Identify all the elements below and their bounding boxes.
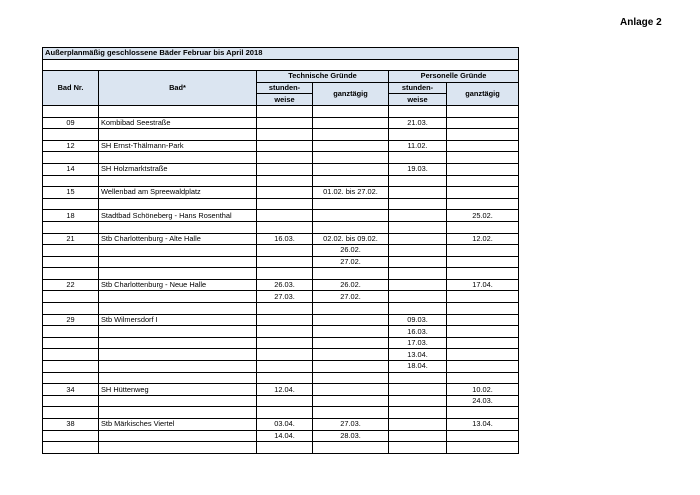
cell-bad-nr	[43, 430, 99, 442]
cell-bad-name: Stb Märkisches Viertel	[99, 419, 257, 431]
cell-tech-ganztaegig	[313, 395, 389, 407]
table-row	[43, 279, 519, 291]
cell-bad-nr	[43, 337, 99, 349]
cell-pers-stundenweise	[389, 279, 447, 291]
cell-bad-nr: 38	[43, 419, 99, 431]
cell-bad-name: Stb Wilmersdorf I	[99, 314, 257, 326]
cell-bad-name: Wellenbad am Spreewaldplatz	[99, 187, 257, 199]
closure-table	[42, 47, 519, 454]
table-row	[43, 256, 519, 268]
cell-bad-name	[99, 430, 257, 442]
cell-bad-nr	[43, 245, 99, 257]
cell-pers-ganztaegig	[447, 245, 519, 257]
cell-pers-ganztaegig: 24.03.	[447, 395, 519, 407]
separator-row	[43, 175, 519, 187]
cell-pers-stundenweise	[389, 187, 447, 199]
cell-tech-ganztaegig	[313, 361, 389, 373]
table-row	[43, 210, 519, 222]
cell-tech-stundenweise	[257, 395, 313, 407]
cell-bad-nr: 14	[43, 163, 99, 175]
cell-pers-stundenweise: 09.03.	[389, 314, 447, 326]
cell-tech-ganztaegig: 26.02.	[313, 245, 389, 257]
cell-bad-nr	[43, 395, 99, 407]
cell-tech-ganztaegig	[313, 384, 389, 396]
cell-tech-stundenweise: 12.04.	[257, 384, 313, 396]
cell-bad-name	[99, 361, 257, 373]
cell-bad-nr: 09	[43, 117, 99, 129]
separator-row	[43, 442, 519, 454]
header-pers-stunden: stunden-	[389, 82, 447, 94]
cell-pers-ganztaegig	[447, 361, 519, 373]
cell-pers-ganztaegig	[447, 187, 519, 199]
cell-bad-nr	[43, 291, 99, 303]
cell-pers-ganztaegig	[447, 337, 519, 349]
header-technische-gruende: Technische Gründe	[257, 71, 389, 83]
cell-pers-ganztaegig	[447, 117, 519, 129]
separator-row	[43, 268, 519, 280]
separator-row	[43, 198, 519, 210]
header-pers-weise: weise	[389, 94, 447, 106]
cell-pers-ganztaegig	[447, 163, 519, 175]
cell-bad-name	[99, 337, 257, 349]
header-personelle-gruende: Personelle Gründe	[389, 71, 519, 83]
cell-pers-ganztaegig	[447, 430, 519, 442]
cell-tech-stundenweise	[257, 326, 313, 338]
table-row	[43, 395, 519, 407]
cell-pers-ganztaegig	[447, 291, 519, 303]
cell-tech-stundenweise	[257, 163, 313, 175]
cell-tech-stundenweise: 16.03.	[257, 233, 313, 245]
cell-bad-name: Stb Charlottenburg - Alte Halle	[99, 233, 257, 245]
cell-pers-stundenweise	[389, 291, 447, 303]
cell-pers-ganztaegig: 12.02.	[447, 233, 519, 245]
cell-bad-name	[99, 326, 257, 338]
cell-bad-name: Kombibad Seestraße	[99, 117, 257, 129]
cell-pers-stundenweise	[389, 384, 447, 396]
cell-pers-ganztaegig	[447, 140, 519, 152]
cell-bad-name	[99, 256, 257, 268]
cell-tech-stundenweise: 14.04.	[257, 430, 313, 442]
cell-tech-stundenweise	[257, 256, 313, 268]
table-row	[43, 140, 519, 152]
header-tech-weise: weise	[257, 94, 313, 106]
cell-tech-ganztaegig	[313, 326, 389, 338]
cell-bad-name	[99, 395, 257, 407]
table-title-row	[43, 48, 519, 60]
separator-row	[43, 221, 519, 233]
header-bad-nr: Bad Nr.	[43, 71, 99, 106]
cell-pers-ganztaegig	[447, 256, 519, 268]
cell-tech-ganztaegig	[313, 140, 389, 152]
cell-pers-stundenweise: 11.02.	[389, 140, 447, 152]
cell-tech-stundenweise	[257, 314, 313, 326]
cell-bad-nr	[43, 349, 99, 361]
cell-tech-stundenweise	[257, 210, 313, 222]
cell-bad-nr	[43, 256, 99, 268]
cell-tech-stundenweise	[257, 337, 313, 349]
table-row	[43, 314, 519, 326]
cell-pers-stundenweise	[389, 245, 447, 257]
table-row	[43, 384, 519, 396]
cell-bad-nr	[43, 326, 99, 338]
cell-pers-stundenweise: 13.04.	[389, 349, 447, 361]
cell-tech-ganztaegig: 27.02.	[313, 256, 389, 268]
spacer-row	[43, 59, 519, 71]
cell-pers-stundenweise: 19.03.	[389, 163, 447, 175]
table-row	[43, 245, 519, 257]
cell-pers-stundenweise	[389, 395, 447, 407]
cell-bad-nr: 34	[43, 384, 99, 396]
cell-bad-name	[99, 245, 257, 257]
cell-pers-stundenweise: 17.03.	[389, 337, 447, 349]
table-row	[43, 430, 519, 442]
cell-pers-stundenweise	[389, 256, 447, 268]
cell-pers-stundenweise	[389, 233, 447, 245]
cell-tech-ganztaegig: 02.02. bis 09.02.	[313, 233, 389, 245]
cell-pers-stundenweise	[389, 210, 447, 222]
table-row	[43, 233, 519, 245]
cell-bad-name: SH Holzmarktstraße	[99, 163, 257, 175]
cell-tech-ganztaegig	[313, 117, 389, 129]
separator-row	[43, 372, 519, 384]
cell-bad-name: Stadtbad Schöneberg - Hans Rosenthal	[99, 210, 257, 222]
cell-pers-stundenweise: 21.03.	[389, 117, 447, 129]
header-tech-stunden: stunden-	[257, 82, 313, 94]
cell-bad-nr: 21	[43, 233, 99, 245]
table-title: Außerplanmäßig geschlossene Bäder Februar bis April 2018	[43, 48, 519, 60]
header-pers-ganztaegig: ganztägig	[447, 82, 519, 105]
cell-pers-ganztaegig	[447, 349, 519, 361]
cell-pers-ganztaegig: 13.04.	[447, 419, 519, 431]
cell-pers-ganztaegig	[447, 314, 519, 326]
cell-pers-ganztaegig: 17.04.	[447, 279, 519, 291]
table-row	[43, 117, 519, 129]
table-row	[43, 326, 519, 338]
cell-bad-name: SH Ernst-Thälmann-Park	[99, 140, 257, 152]
table-row	[43, 361, 519, 373]
cell-pers-stundenweise	[389, 419, 447, 431]
cell-pers-ganztaegig: 25.02.	[447, 210, 519, 222]
cell-tech-ganztaegig: 27.03.	[313, 419, 389, 431]
table-row	[43, 419, 519, 431]
cell-tech-ganztaegig: 28.03.	[313, 430, 389, 442]
cell-tech-stundenweise	[257, 245, 313, 257]
cell-tech-stundenweise: 26.03.	[257, 279, 313, 291]
cell-tech-stundenweise	[257, 361, 313, 373]
header-row-1	[43, 71, 519, 83]
table-row	[43, 337, 519, 349]
header-tech-ganztaegig: ganztägig	[313, 82, 389, 105]
cell-tech-ganztaegig: 27.02.	[313, 291, 389, 303]
cell-pers-stundenweise: 18.04.	[389, 361, 447, 373]
cell-tech-stundenweise	[257, 117, 313, 129]
cell-pers-stundenweise: 16.03.	[389, 326, 447, 338]
closure-table-sheet	[42, 47, 518, 454]
table-row	[43, 349, 519, 361]
cell-tech-ganztaegig	[313, 337, 389, 349]
cell-tech-stundenweise	[257, 187, 313, 199]
cell-pers-ganztaegig: 10.02.	[447, 384, 519, 396]
cell-pers-stundenweise	[389, 430, 447, 442]
cell-tech-ganztaegig: 26.02.	[313, 279, 389, 291]
separator-row	[43, 407, 519, 419]
cell-bad-name	[99, 291, 257, 303]
cell-tech-stundenweise: 03.04.	[257, 419, 313, 431]
cell-bad-name: SH Hüttenweg	[99, 384, 257, 396]
cell-bad-nr: 29	[43, 314, 99, 326]
cell-bad-nr: 18	[43, 210, 99, 222]
cell-bad-nr: 12	[43, 140, 99, 152]
cell-tech-ganztaegig: 01.02. bis 27.02.	[313, 187, 389, 199]
cell-pers-ganztaegig	[447, 326, 519, 338]
cell-bad-nr	[43, 361, 99, 373]
separator-row	[43, 152, 519, 164]
cell-tech-stundenweise	[257, 140, 313, 152]
annex-label: Anlage 2	[620, 17, 662, 28]
cell-tech-stundenweise: 27.03.	[257, 291, 313, 303]
cell-tech-stundenweise	[257, 349, 313, 361]
cell-bad-nr: 15	[43, 187, 99, 199]
cell-bad-name	[99, 349, 257, 361]
cell-tech-ganztaegig	[313, 314, 389, 326]
header-bad: Bad*	[99, 71, 257, 106]
cell-tech-ganztaegig	[313, 163, 389, 175]
cell-bad-nr: 22	[43, 279, 99, 291]
cell-bad-name: Stb Charlottenburg - Neue Halle	[99, 279, 257, 291]
separator-row	[43, 105, 519, 117]
separator-row	[43, 129, 519, 141]
cell-tech-ganztaegig	[313, 210, 389, 222]
table-row	[43, 291, 519, 303]
cell-tech-ganztaegig	[313, 349, 389, 361]
separator-row	[43, 303, 519, 315]
table-row	[43, 187, 519, 199]
table-row	[43, 163, 519, 175]
